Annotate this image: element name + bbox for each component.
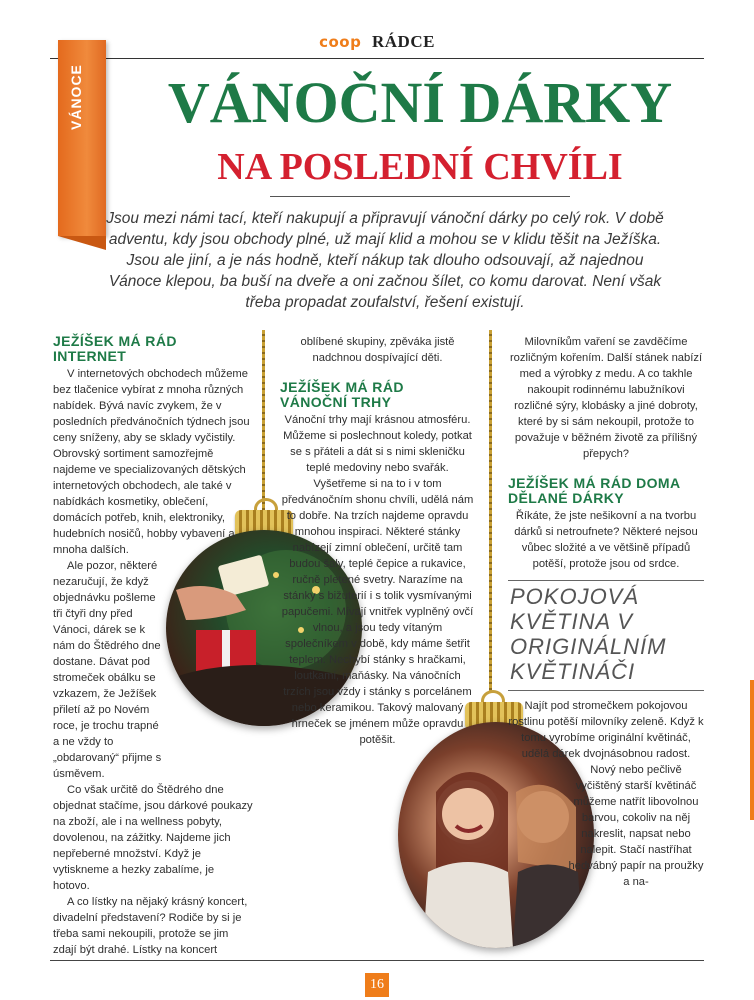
section-ribbon [58, 40, 106, 236]
col2-paragraph-0: oblíbené skupiny, zpěváka jistě nadchnou dospívající děti. [300, 336, 455, 364]
col3-paragraph-1: Říkáte, že jste nešikovní a na tvorbu dárků si netroufnete? Některé nejsou vůbec složité a ve většině případů potěší, protože jsou od srdce. [514, 510, 698, 570]
col1-paragraph-3: Co však určitě do Štědrého dne objednat stačíme, jsou dárkové poukazy na zboží, ale i na wellness pobyty, dovolenou, na zážitky. Najdeme jich nepřeberné množství. Když je vytiskneme a hezky zabalíme, je hotovo. [53, 784, 253, 892]
col3-paragraph-2: Najít pod stromečkem pokojovou rostlinu potěší milovníky zeleně. Když k tomu vyrobíme originální květináč, udělá dárek dvojnásobnou radost. [508, 700, 704, 760]
header-divider [50, 58, 704, 59]
col3-paragraph-0: Milovníkům vaření se zavděčíme rozličným kořením. Další stánek nabízí med a výrobky z medu. A co takhle nakoupit rodinnému labužníkovi rozličné sýry, klobásky a jiné dobroty, které by si sám nekoupil, protože to považuje v běžném životě za přílišný přepych? [509, 336, 703, 460]
pull-quote: POKOJOVÁ KVĚTINA V ORIGINÁLNÍM KVĚTINÁČI [510, 584, 667, 684]
col3-paragraph-3: Nový nebo pečlivě vyčištěný starší květináč můžeme natřít libovolnou barvou, cokoliv na něj nakreslit, napsat nebo nalepit. Stačí nastříhat hedvábný papír na proužky a na- [568, 764, 704, 888]
column-2 [280, 334, 475, 748]
ribbon-label: VÁNOCE [68, 64, 84, 130]
edge-tab-marker [750, 680, 754, 820]
brand-line [50, 32, 704, 52]
page-number: 16 [365, 973, 389, 997]
col2-paragraph-1: Vánoční trhy mají krásnou atmosféru. Můžeme si poslechnout koledy, potkat se s přáteli a dát si s nimi skleničku teplé medoviny nebo svařák. Vyšetřeme si na to i v tom předvánočním shonu chvíli, udělá nám to dobře. Na trzích najdeme opravdu mnohou inspiraci. Některé stánky nabízejí zimní oblečení, určitě tam budou šály, teplé čepice a rukavice, ručně pletené svetry. Narazíme na stánky s bižuterií i s tolik vysmívanými papučemi. Mívají vnitřek vyplněný ovčí vlnou, a jsou tedy vítaným společníkem v době, kdy máme šetřit teplem. Nechybí stánky s hračkami, loutkami, maňásky. Na vánočních trzích jsou vždy i stánky s porcelánem nebo keramikou. Takový malovaný hrneček se jménem může opravdu potěšit. [281, 414, 474, 746]
page-header [50, 28, 704, 58]
col1-paragraph-2: Ale pozor, některé nezaručují, že když objednávku pošleme tři čtyři dny před Vánoci, dárek se k nám do Štědrého dne dostane. Dávat pod stromeček obálku se vzkazem, že Ježíšek přiletí až po Novém roce, je trochu trapné a ne vždy to „obdarovaný“ přijme s úsměvem. [53, 560, 162, 780]
intro-text: Jsou mezi námi tací, kteří nakupují a připravují vánoční dárky po celý rok. V době adventu, kdy jsou obchody plné, už mají klid a mohou se v klidu těšit na Ježíška. Jsou ale jiní, a je nás hodně, kteří nákup tak dlouho odsouvají, až najednou Vánoce klepou, ba buší na dveře a oni začnou šílet, co komu darovat. Není však třeba propadat zoufalství, řešení existují. [106, 210, 664, 311]
quote-rule-top [508, 580, 704, 581]
col1-paragraph-1: V internetových obchodech můžeme bez tlačenice vybírat z mnoha různých nabídek. Bývá navíc zvykem, že v posledních předvánočních týdnech jsou ceny sníženy, aby se sklady vyčistily. Obrovský sortiment samozřejmě najdeme ve specializovaných dětských internetových obchodech, ale také v nabídkách kosmetiky, oblečení, domácích potřeb, knih, elektroniky, hudebních nosičů, hobby vybavení a mnoha dalších. [53, 368, 250, 556]
quote-rule-bottom [508, 690, 704, 691]
page-subtitle: NA POSLEDNÍ CHVÍLI [217, 146, 623, 188]
section-name: RÁDCE [371, 32, 435, 51]
heading-internet: JEŽÍŠEK MÁ RÁD INTERNET [53, 333, 177, 364]
ornament-string-right [489, 330, 492, 692]
column-3 [508, 334, 704, 572]
heading-homemade-gifts: JEŽÍŠEK MÁ RÁD DOMA DĚLANÉ DÁRKY [508, 475, 680, 506]
coop-logo: coop [319, 33, 362, 51]
col1-paragraph-4: A co lístky na nějaký krásný koncert, divadelní představení? Rodiče by si je třeba sami nekoupili, protože se jim zdají být drahé. Lístky na koncert [53, 896, 248, 956]
footer-divider [50, 960, 704, 961]
column-3-bottom [508, 698, 704, 890]
heading-christmas-markets: JEŽÍŠEK MÁ RÁD VÁNOČNÍ TRHY [280, 379, 404, 410]
column-1 [53, 334, 253, 958]
ornament-string-left [262, 330, 265, 510]
page-title: VÁNOČNÍ DÁRKY [167, 70, 673, 135]
title-divider [270, 196, 570, 197]
